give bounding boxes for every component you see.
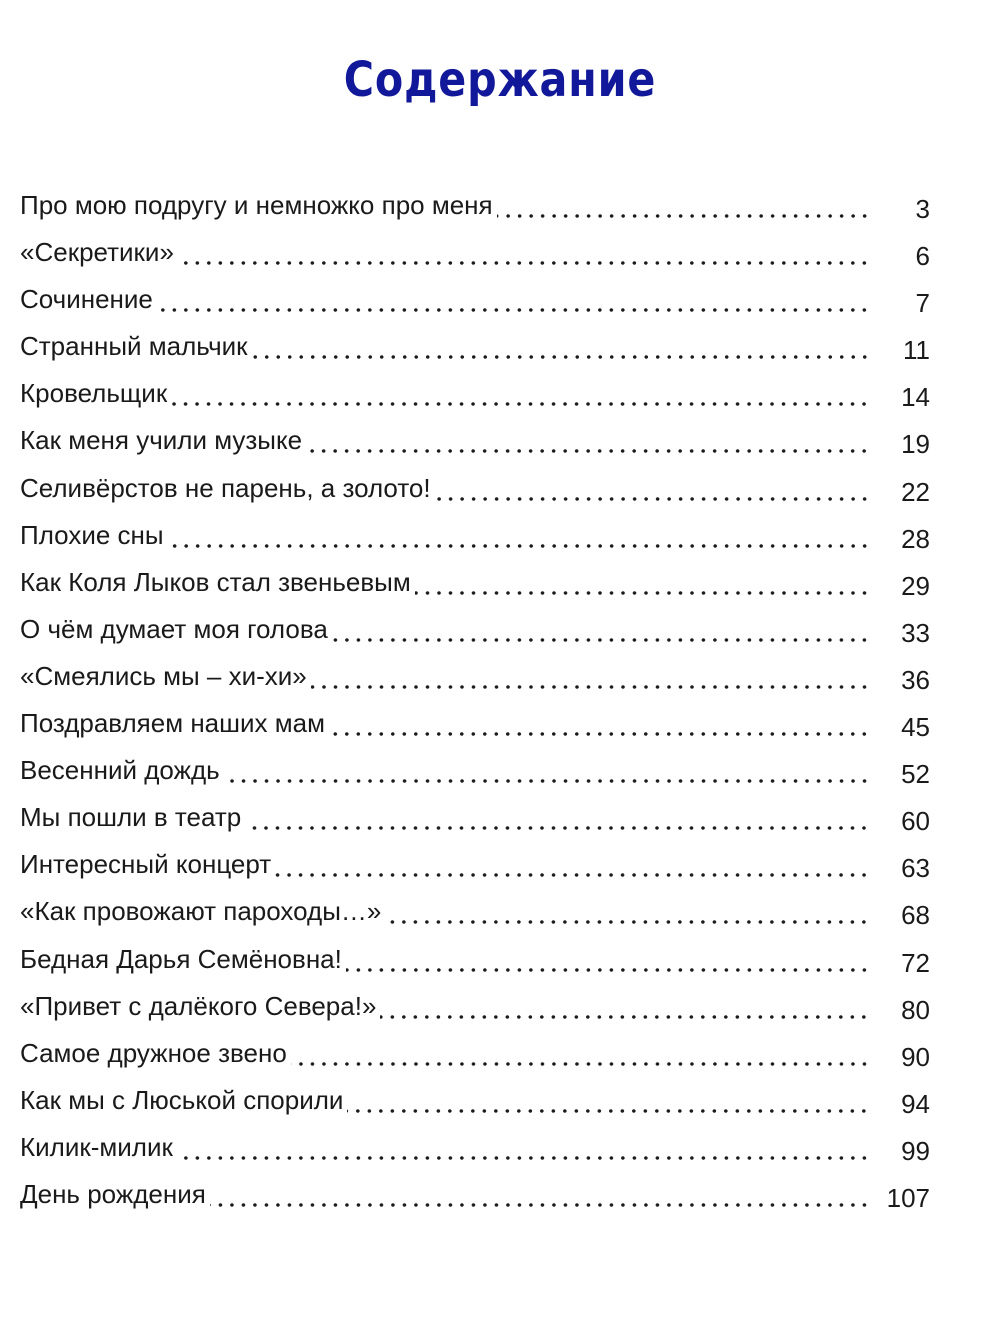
toc-entry[interactable] bbox=[20, 235, 930, 282]
entry-page-number: 36 bbox=[901, 664, 930, 695]
dot-leader bbox=[385, 894, 870, 928]
entry-title: Как меня учили музыке bbox=[20, 423, 306, 457]
entry-page-number: 107 bbox=[886, 1182, 930, 1213]
entry-title: Кровельщик bbox=[20, 376, 171, 410]
entry-page-number: 68 bbox=[901, 900, 930, 931]
entry-title: Интересный концерт bbox=[20, 847, 275, 881]
toc-entry[interactable] bbox=[20, 800, 930, 847]
dot-leader bbox=[347, 1083, 870, 1117]
toc-entry[interactable] bbox=[20, 376, 930, 423]
toc-entry[interactable] bbox=[20, 753, 930, 800]
toc-entry[interactable] bbox=[20, 1177, 930, 1224]
toc-entry[interactable] bbox=[20, 706, 930, 753]
dot-leader bbox=[252, 329, 870, 363]
toc-entry[interactable] bbox=[20, 989, 930, 1036]
toc-entry[interactable] bbox=[20, 518, 930, 565]
toc-entry[interactable] bbox=[20, 188, 930, 235]
dot-leader bbox=[311, 659, 870, 693]
entry-page-number: 90 bbox=[901, 1041, 930, 1072]
entry-page-number: 99 bbox=[901, 1135, 930, 1166]
dot-leader bbox=[224, 753, 870, 787]
entry-page-number: 3 bbox=[915, 194, 930, 224]
entry-title: Самое дружное звено bbox=[20, 1036, 291, 1070]
toc-entry[interactable] bbox=[20, 612, 930, 659]
dot-leader bbox=[275, 847, 870, 881]
dot-leader bbox=[497, 188, 870, 222]
entry-title: «Как провожают пароходы…» bbox=[20, 894, 385, 928]
toc-entry[interactable] bbox=[20, 1130, 930, 1177]
toc-entry[interactable] bbox=[20, 282, 930, 329]
entry-title: Как мы с Люськой спорили bbox=[20, 1083, 347, 1117]
entry-title: Селивёрстов не парень, а золото! bbox=[20, 471, 435, 505]
table-of-contents bbox=[20, 188, 930, 1224]
entry-title: Килик-милик bbox=[20, 1130, 177, 1164]
dot-leader bbox=[178, 235, 870, 269]
toc-entry[interactable] bbox=[20, 942, 930, 989]
entry-title: Как Коля Лыков стал звеньевым bbox=[20, 565, 415, 599]
dot-leader bbox=[168, 518, 870, 552]
entry-title: Сочинение bbox=[20, 282, 157, 316]
entry-page-number: 19 bbox=[901, 429, 930, 460]
entry-page-number: 33 bbox=[901, 617, 930, 648]
entry-title: Весенний дождь bbox=[20, 753, 224, 787]
toc-entry[interactable] bbox=[20, 565, 930, 612]
entry-page-number: 7 bbox=[915, 288, 930, 319]
entry-page-number: 63 bbox=[901, 853, 930, 884]
dot-leader bbox=[171, 376, 870, 410]
entry-page-number: 72 bbox=[901, 947, 930, 978]
toc-entry[interactable] bbox=[20, 894, 930, 941]
entry-title: Про мою подругу и немножко про меня bbox=[20, 188, 497, 222]
dot-leader bbox=[435, 471, 870, 505]
toc-entry[interactable] bbox=[20, 329, 930, 376]
toc-entry[interactable] bbox=[20, 1083, 930, 1130]
toc-entry[interactable] bbox=[20, 659, 930, 706]
entry-page-number: 45 bbox=[901, 712, 930, 743]
entry-title: Странный мальчик bbox=[20, 329, 252, 363]
entry-title: «Секретики» bbox=[20, 235, 178, 269]
entry-page-number: 6 bbox=[915, 241, 930, 272]
dot-leader bbox=[346, 942, 870, 976]
toc-entry[interactable] bbox=[20, 423, 930, 470]
dot-leader bbox=[332, 612, 870, 646]
entry-title: Бедная Дарья Семёновна! bbox=[20, 942, 346, 976]
entry-page-number: 28 bbox=[901, 523, 930, 554]
dot-leader bbox=[245, 800, 870, 834]
dot-leader bbox=[291, 1036, 870, 1070]
dot-leader bbox=[177, 1130, 870, 1164]
entry-page-number: 52 bbox=[901, 759, 930, 790]
page-title: Содержание bbox=[343, 52, 657, 108]
entry-page-number: 60 bbox=[901, 806, 930, 837]
entry-page-number: 29 bbox=[901, 570, 930, 601]
dot-leader bbox=[415, 565, 870, 599]
entry-title: День рождения bbox=[20, 1177, 210, 1211]
entry-page-number: 94 bbox=[901, 1088, 930, 1119]
entry-page-number: 80 bbox=[901, 994, 930, 1025]
entry-page-number: 22 bbox=[901, 476, 930, 507]
entry-title: Мы пошли в театр bbox=[20, 800, 245, 834]
entry-title: «Привет с далёкого Севера!» bbox=[20, 989, 380, 1023]
entry-title: «Смеялись мы – хи-хи» bbox=[20, 659, 311, 693]
entry-title: О чём думает моя голова bbox=[20, 612, 332, 646]
entry-page-number: 14 bbox=[901, 382, 930, 413]
dot-leader bbox=[306, 423, 870, 457]
entry-title: Плохие сны bbox=[20, 518, 168, 552]
toc-entry[interactable] bbox=[20, 847, 930, 894]
entry-page-number: 11 bbox=[903, 335, 930, 366]
dot-leader bbox=[157, 282, 870, 316]
dot-leader bbox=[380, 989, 870, 1023]
entry-title: Поздравляем наших мам bbox=[20, 706, 329, 740]
toc-entry[interactable] bbox=[20, 1036, 930, 1083]
dot-leader bbox=[329, 706, 870, 740]
toc-entry[interactable] bbox=[20, 471, 930, 518]
dot-leader bbox=[210, 1177, 870, 1211]
